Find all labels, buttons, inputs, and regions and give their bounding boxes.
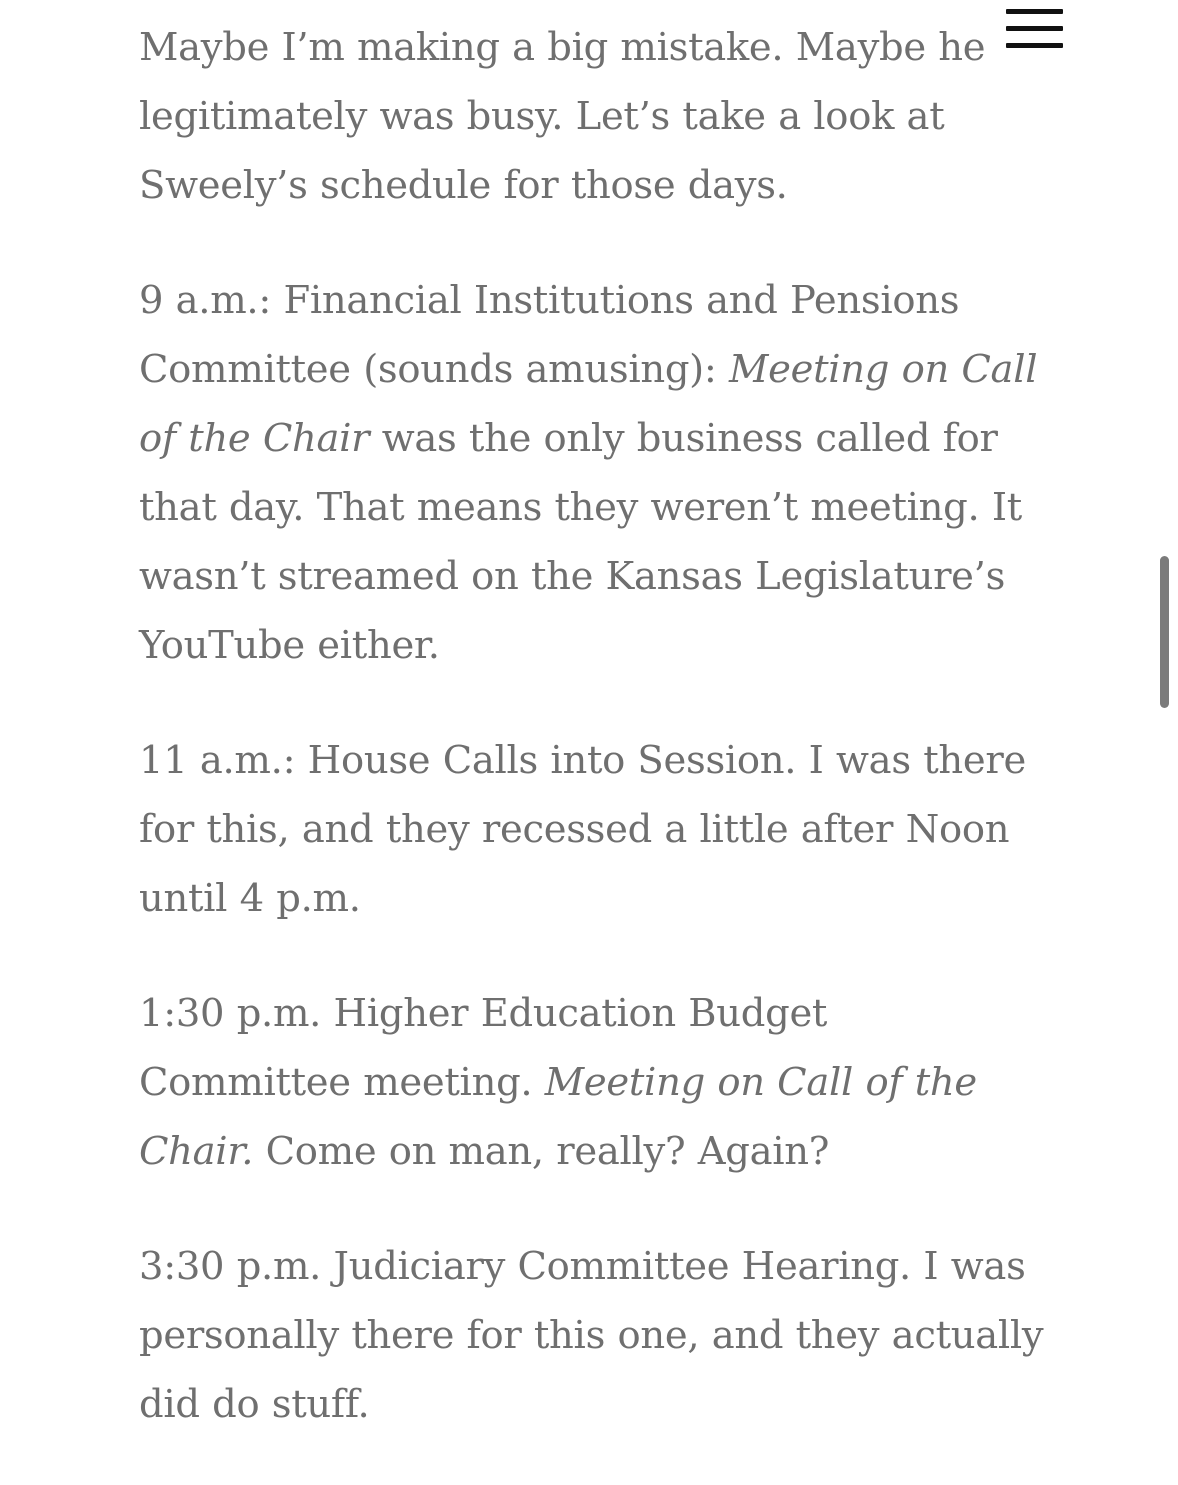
- paragraph-text: was the only business called for that day. That means they weren’t meeting. It wasn’t streamed on the Kansas Legislature’s YouTube either.: [139, 416, 1022, 668]
- paragraph-text: 3:30 p.m. Judiciary Committee Hearing. I was personally there for this one, and they actually did do stuff.: [139, 1244, 1044, 1427]
- menu-bar: [1006, 9, 1063, 14]
- hamburger-menu-icon[interactable]: [1006, 9, 1063, 53]
- paragraph-text: 9 a.m.: Financial Institutions and Pensions Committee (sounds amusing):: [139, 278, 960, 392]
- italic-phrase: Meeting on Call of the Chair.: [139, 1060, 977, 1174]
- italic-phrase: Meeting on Call of the Chair: [139, 347, 1038, 461]
- paragraph-text: Maybe I’m making a big mistake. Maybe he legitimately was busy. Let’s take a look at Sweely’s schedule for those days.: [139, 25, 986, 208]
- menu-bar: [1006, 26, 1063, 31]
- paragraph-130pm: [139, 979, 1044, 1186]
- scrollbar-thumb[interactable]: [1160, 556, 1169, 708]
- paragraph-text: 1:30 p.m. Higher Education Budget Committee meeting.: [139, 991, 828, 1105]
- paragraph-9am: [139, 266, 1044, 680]
- paragraph-text: Come on man, really? Again?: [253, 1129, 830, 1174]
- menu-bar: [1006, 43, 1063, 48]
- paragraph-text: 11 a.m.: House Calls into Session. I was there for this, and they recessed a little after Noon until 4 p.m.: [139, 738, 1026, 921]
- article-body: [139, 13, 1044, 1485]
- paragraph-11am: [139, 726, 1044, 933]
- paragraph-intro: [139, 13, 1044, 220]
- paragraph-330pm: [139, 1232, 1044, 1439]
